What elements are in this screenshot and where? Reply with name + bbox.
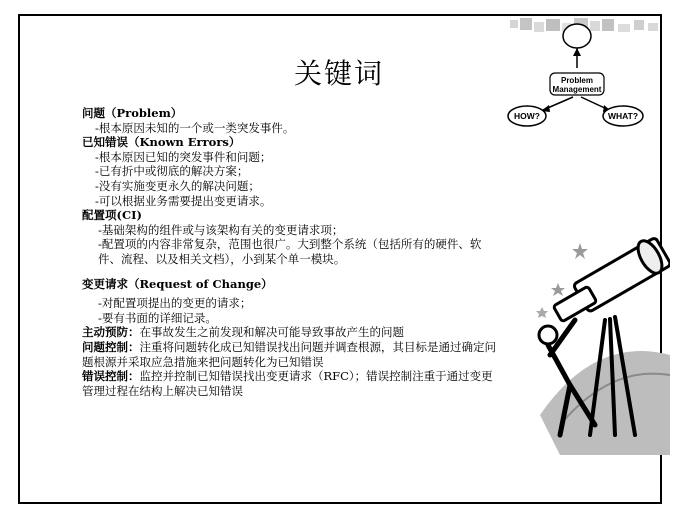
ci-line: -配置项的内容非常复杂，范围也很广。大到整个系统（包括所有的硬件、软件、流程、以及相关文档），小到某个单一模块。 bbox=[98, 237, 482, 266]
term-ci: 配置项(CI) bbox=[82, 208, 142, 223]
definition-error-control bbox=[82, 369, 500, 398]
known-errors-line: -已有折中或彻底的解决方案； bbox=[95, 164, 249, 179]
definition-term: 主动预防： bbox=[82, 325, 140, 340]
definition-text: 在事故发生之前发现和解决可能导致事故产生的问题 bbox=[139, 325, 404, 340]
rfc-line: -要有书面的详细记录。 bbox=[98, 310, 217, 325]
definition-term: 问题控制： bbox=[82, 339, 140, 354]
problem-management-diagram bbox=[505, 18, 645, 128]
telescope-clipart bbox=[520, 225, 670, 455]
definition-text: 监控并控制已知错误找出变更请求（RFC）；错误控制注重于通过变更管理过程在结构上解决已知错误 bbox=[82, 369, 493, 398]
term-problem: 问题（Problem） bbox=[82, 106, 183, 120]
rfc-line: -对配置项提出的变更的请求； bbox=[98, 296, 252, 311]
definition-proactive bbox=[82, 325, 500, 340]
definition-text: 注重将问题转化成已知错误找出问题并调查根源，其目标是通过确定问题根源并采取应急措施来把问题转化为已知错误 bbox=[82, 339, 496, 369]
definition-problem-control bbox=[82, 340, 500, 369]
problem-line: -根本原因未知的一个或一类突发事件。 bbox=[95, 120, 295, 135]
diagram-center-line2: Management bbox=[552, 85, 602, 94]
term-known-errors: 已知错误（Known Errors） bbox=[82, 135, 241, 150]
definition-term: 错误控制： bbox=[82, 369, 140, 384]
known-errors-line: -没有实施变更永久的解决问题； bbox=[95, 178, 260, 193]
diagram-right-label: WHAT? bbox=[607, 111, 639, 121]
ci-line: -基础架构的组件或与该架构有关的变更请求项； bbox=[98, 222, 344, 237]
diagram-left-label: HOW? bbox=[514, 111, 540, 121]
known-errors-line: -根本原因已知的突发事件和问题； bbox=[95, 149, 272, 164]
slide-content bbox=[82, 106, 500, 398]
known-errors-line: -可以根据业务需要提出变更请求。 bbox=[95, 193, 272, 208]
diagram-center-line1: Problem bbox=[560, 76, 594, 85]
term-rfc: 变更请求（Request of Change） bbox=[82, 276, 273, 291]
slide-title: 关键词 bbox=[293, 57, 384, 90]
